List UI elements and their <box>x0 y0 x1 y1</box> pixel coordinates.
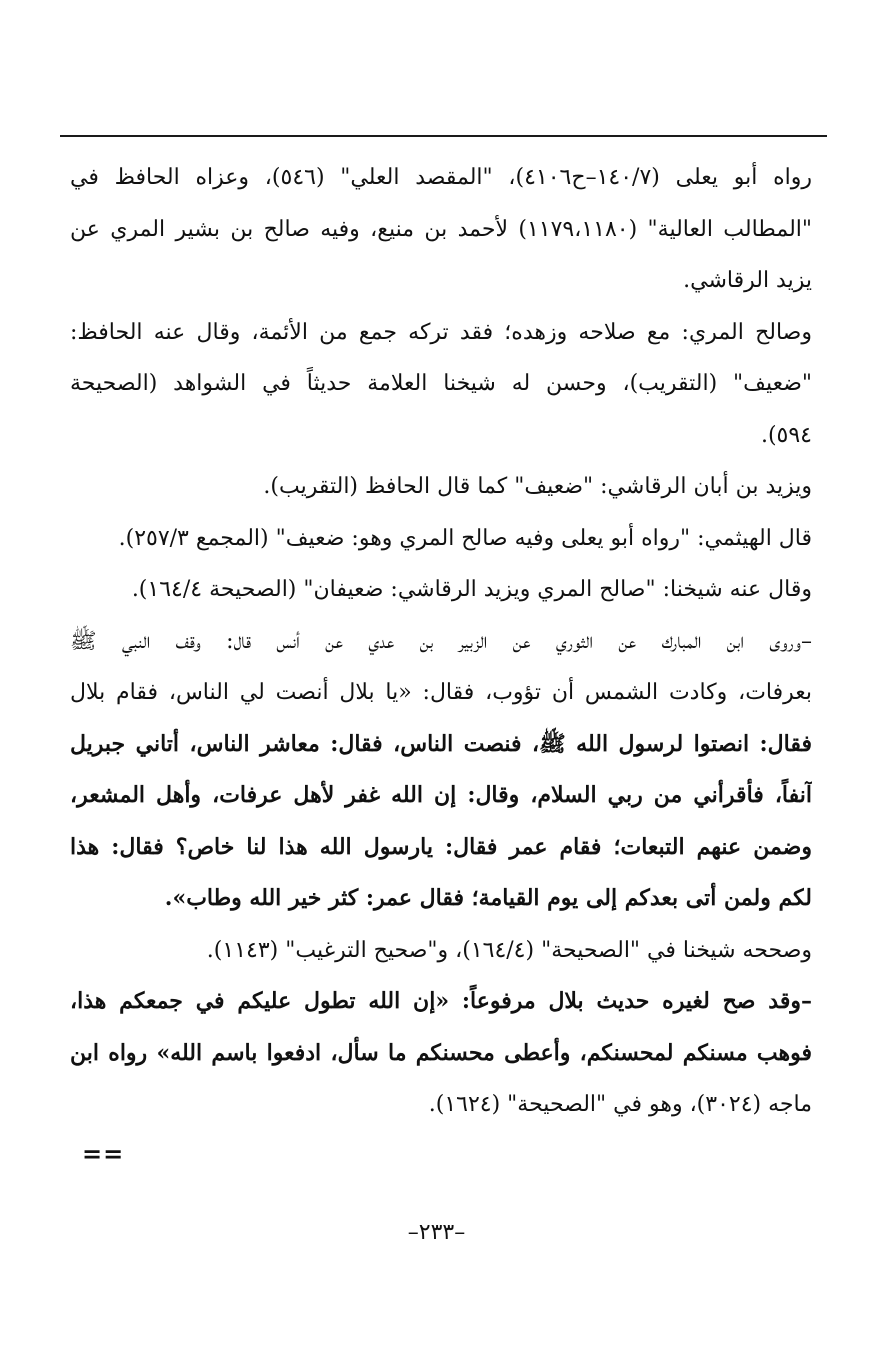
text-line: يزيد الرقاشي. <box>683 268 812 293</box>
text-line: وصالح المري: مع صلاحه وزهده؛ فقد تركه جمع من الأئمة، وقال عنه الحافظ: <box>70 319 812 345</box>
text-line: "ضعيف" (التقريب)، وحسن له شيخنا العلامة حديثاً في الشواهد (الصحيحة <box>70 371 812 396</box>
text-line: ويزيد بن أبان الرقاشي: "ضعيف" كما قال الحافظ (التقريب). <box>263 474 812 499</box>
text-line: ماجه (٣٠٢٤)، وهو في "الصحيحة" (١٦٢٤). <box>428 1092 812 1117</box>
text-line: رواه أبو يعلى (١٤٠/٧–ح٤١٠٦)، "المقصد العلي" (٥٤٦)، وعزاه الحافظ في <box>70 165 812 190</box>
hadith-line: وضمن عنهم التبعات؛ فقام عمر فقال: يارسول الله هذا لنا خاص؟ فقال: هذا <box>70 833 812 860</box>
hadith-line: لكم ولمن أتى بعدكم إلى يوم القيامة؛ فقال عمر: كثر خير الله وطاب». <box>164 885 812 911</box>
text-line: ٥٩٤). <box>760 422 812 448</box>
hadith-line: فقال: انصتوا لرسول الله ﷺ، فنصت الناس، فقال: معاشر الناس، أتاني جبريل <box>70 730 812 757</box>
hadith-line: فوهب مسنكم لمحسنكم، وأعطى محسنكم ما سأل، ادفعوا باسم الله» رواه ابن <box>70 1039 812 1066</box>
text-line: وصححه شيخنا في "الصحيحة" (١٦٤/٤)، و"صحيح الترغيب" (١١٤٣). <box>206 937 812 963</box>
page-number: –٢٣٣– <box>407 1220 466 1245</box>
section-end-mark: == <box>82 1140 125 1168</box>
text-line: "المطالب العالية" (١١٧٩،١١٨٠) لأحمد بن منيع، وفيه صالح بن بشير المري عن <box>70 216 812 242</box>
text-line: وقال عنه شيخنا: "صالح المري ويزيد الرقاشي: ضعيفان" (الصحيحة ١٦٤/٤). <box>131 577 812 602</box>
footnote-separator-rule <box>60 135 827 137</box>
page-body <box>70 152 812 1131</box>
hadith-line: –وقد صح لغيره حديث بلال مرفوعاً: «إن الله تطول عليكم في جمعكم هذا، <box>70 988 812 1014</box>
text-line: –وروى ابن المبارك عن الثوري عن الزبير بن عدي عن أنس قال: وقف النبي ﷺ <box>70 628 812 654</box>
text-line: قال الهيثمي: "رواه أبو يعلى وفيه صالح المري وهو: ضعيف" (المجمع ٢٥٧/٣). <box>118 525 812 551</box>
hadith-line: آنفاً، فأقرأني من ربي السلام، وقال: إن الله غفر لأهل عرفات، وأهل المشعر، <box>70 782 812 808</box>
text-line: بعرفات، وكادت الشمس أن تؤوب، فقال: «يا بلال أنصت لي الناس، فقام بلال <box>70 680 812 705</box>
